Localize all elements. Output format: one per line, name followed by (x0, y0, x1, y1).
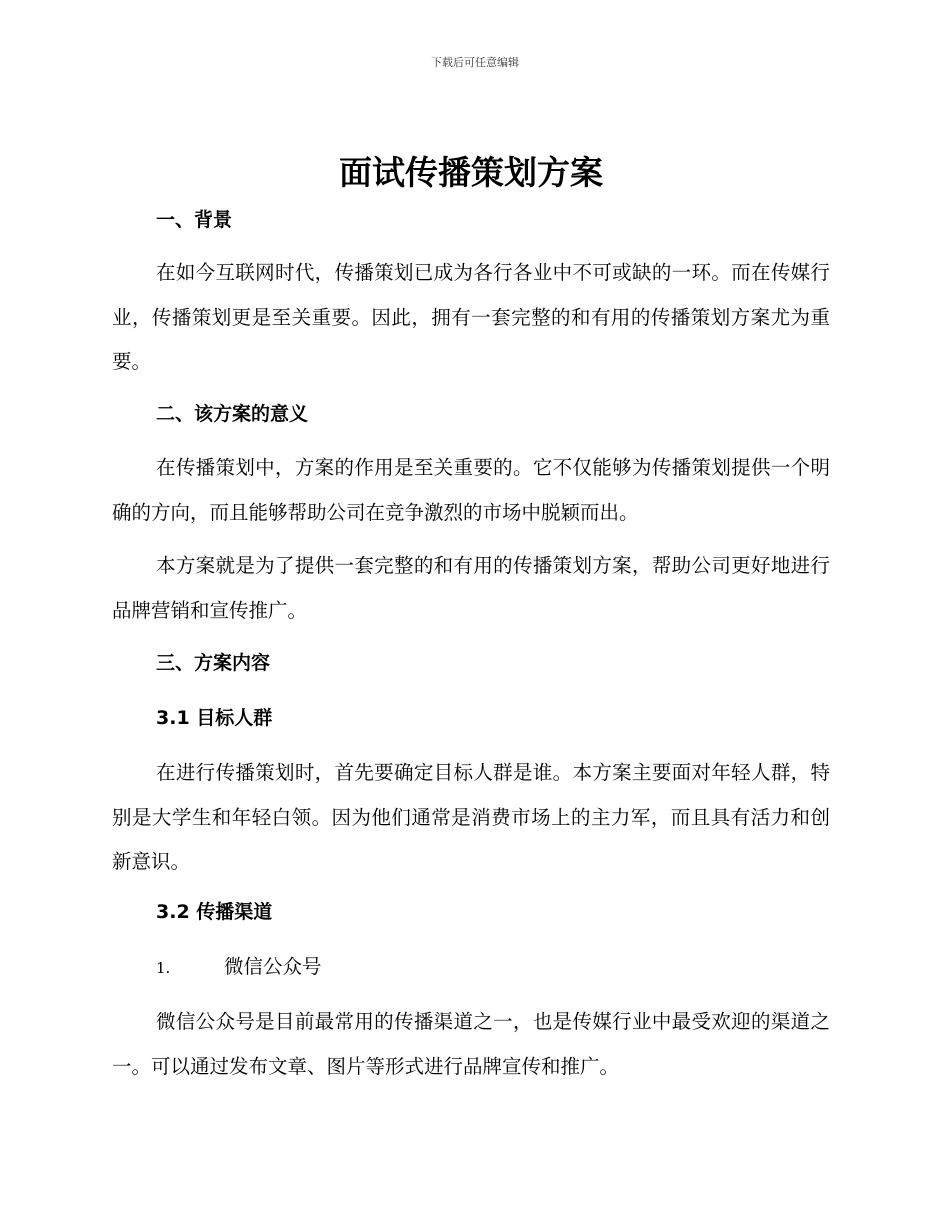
page-header-note: 下载后可任意编辑 (431, 56, 519, 69)
list-item-wechat (156, 952, 322, 983)
section-heading-background: 一、背景 (156, 209, 233, 231)
paragraph-wechat: 微信公众号是目前最常用的传播渠道之一，也是传媒行业中最受欢迎的渠道之一。可以通过发布文章、图片等形式进行品牌宣传和推广。 (112, 1010, 830, 1078)
subsection-heading-target: 3.1 目标人群 (156, 707, 273, 729)
list-item-number: 1. (156, 959, 171, 977)
section-heading-meaning: 二、该方案的意义 (156, 403, 309, 425)
paragraph-target: 在进行传播策划时，首先要确定目标人群是谁。本方案主要面对年轻人群，特别是大学生和年轻白领。因为他们通常是消费市场上的主力军，而且具有活力和创新意识。 (112, 761, 830, 873)
subsection-heading-channel: 3.2 传播渠道 (156, 901, 273, 923)
paragraph-meaning-2: 本方案就是为了提供一套完整的和有用的传播策划方案，帮助公司更好地进行品牌营销和宣传推广。 (112, 554, 830, 622)
document-title: 面试传播策划方案 (339, 153, 603, 192)
paragraph-meaning-1: 在传播策划中，方案的作用是至关重要的。它不仅能够为传播策划提供一个明确的方向，而且能够帮助公司在竞争激烈的市场中脱颖而出。 (112, 456, 830, 524)
section-heading-content: 三、方案内容 (156, 652, 271, 674)
list-item-label: 微信公众号 (224, 955, 322, 978)
paragraph-background: 在如今互联网时代，传播策划已成为各行各业中不可或缺的一环。而在传媒行业，传播策划更是至关重要。因此，拥有一套完整的和有用的传播策划方案尤为重要。 (112, 261, 830, 373)
